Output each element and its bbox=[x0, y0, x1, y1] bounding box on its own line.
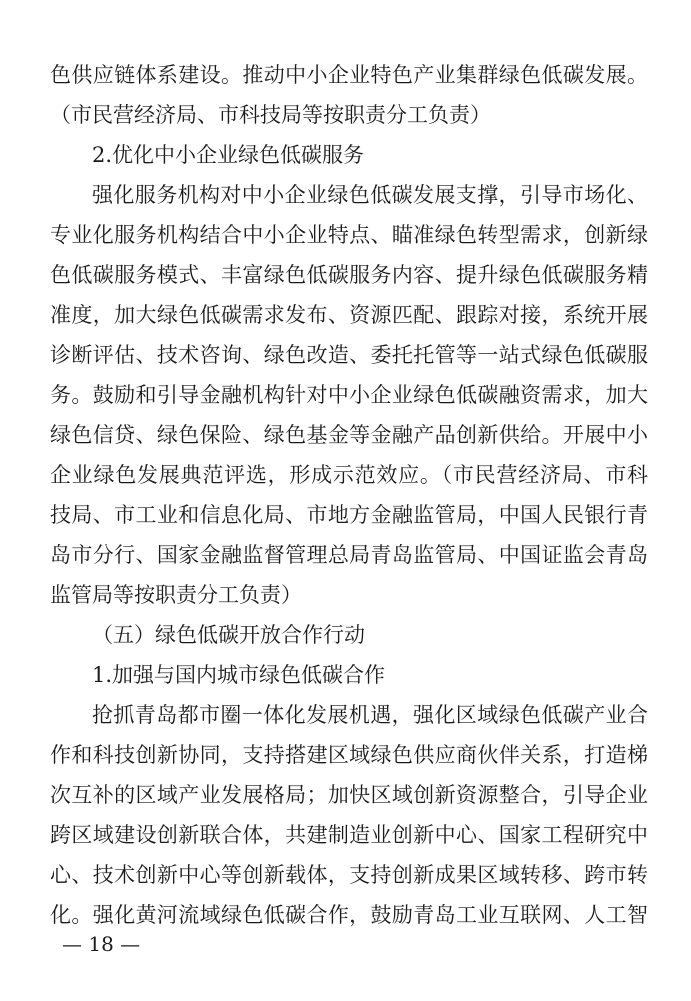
text-line-12: 技局、市工业和信息化局、市地方金融监管局，中国人民银行青 bbox=[50, 503, 648, 527]
text-line-17: 抢抓青岛都市圈一体化发展机遇，强化区域绿色低碳产业合 bbox=[92, 703, 648, 727]
page-number: — 18 — bbox=[62, 932, 141, 956]
text-line-14: 监管局等按职责分工负责） bbox=[50, 583, 302, 607]
text-line-6: 色低碳服务模式、丰富绿色低碳服务内容、提升绿色低碳服务精 bbox=[50, 263, 648, 287]
section-heading-5: （五）绿色低碳开放合作行动 bbox=[92, 623, 365, 647]
text-line-9: 务。鼓励和引导金融机构针对中小企业绿色低碳融资需求，加大 bbox=[50, 383, 648, 407]
text-line-13: 岛市分行、国家金融监督管理总局青岛监管局、中国证监会青岛 bbox=[50, 543, 648, 567]
text-line-19: 次互补的区域产业发展格局；加快区域创新资源整合，引导企业 bbox=[50, 783, 648, 807]
text-line-2: （市民营经济局、市科技局等按职责分工负责） bbox=[50, 103, 491, 127]
text-line-4: 强化服务机构对中小企业绿色低碳发展支撑，引导市场化、 bbox=[92, 183, 648, 207]
text-line-8: 诊断评估、技术咨询、绿色改造、委托托管等一站式绿色低碳服 bbox=[50, 343, 648, 367]
text-line-5: 专业化服务机构结合中小企业特点、瞄准绿色转型需求，创新绿 bbox=[50, 223, 648, 247]
text-line-11: 企业绿色发展典范评选，形成示范效应。（市民营经济局、市科 bbox=[50, 463, 648, 487]
text-line-21: 心、技术创新中心等创新载体，支持创新成果区域转移、跨市转 bbox=[50, 863, 648, 887]
text-line-10: 绿色信贷、绿色保险、绿色基金等金融产品创新供给。开展中小 bbox=[50, 423, 648, 447]
text-line-22: 化。强化黄河流域绿色低碳合作，鼓励青岛工业互联网、人工智 bbox=[50, 903, 648, 927]
text-line-1: 色供应链体系建设。推动中小企业特色产业集群绿色低碳发展。 bbox=[50, 63, 648, 87]
subsection-heading-1: 1.加强与国内城市绿色低碳合作 bbox=[92, 663, 386, 687]
text-line-18: 作和科技创新协同，支持搭建区域绿色供应商伙伴关系，打造梯 bbox=[50, 743, 648, 767]
text-line-7: 准度，加大绿色低碳需求发布、资源匹配、跟踪对接，系统开展 bbox=[50, 303, 648, 327]
section-heading-2: 2.优化中小企业绿色低碳服务 bbox=[92, 143, 365, 167]
text-line-20: 跨区域建设创新联合体，共建制造业创新中心、国家工程研究中 bbox=[50, 823, 648, 847]
